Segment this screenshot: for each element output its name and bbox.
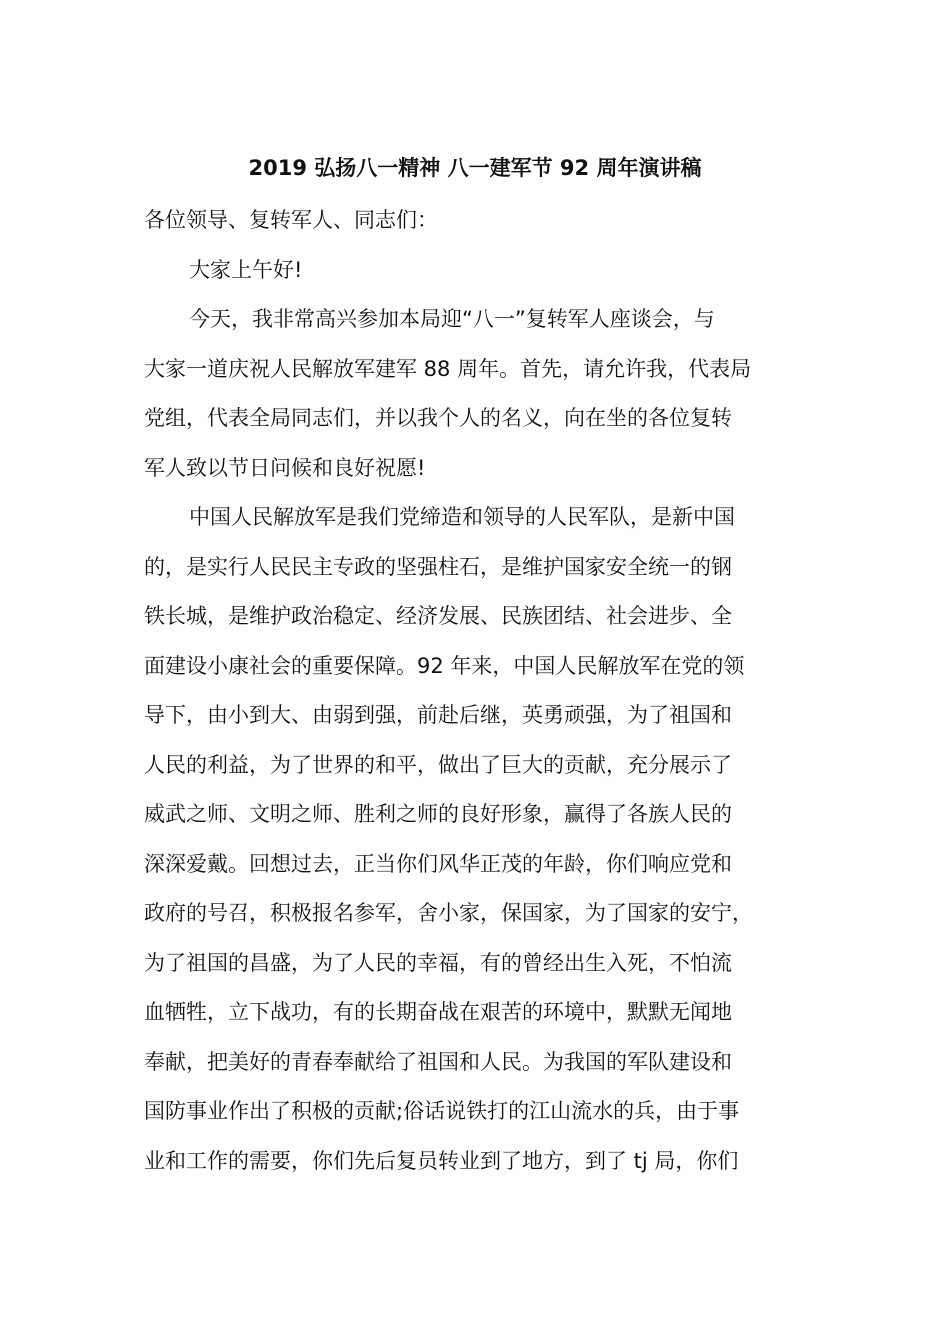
paragraph-line: 的，是实行人民民主专政的坚强柱石，是维护国家安全统一的钢 xyxy=(144,554,732,579)
paragraph-line: 国防事业作出了积极的贡献;俗话说铁打的江山流水的兵，由于事 xyxy=(144,1099,740,1123)
greeting-line: 大家上午好! xyxy=(189,257,303,282)
paragraph-line: 导下，由小到大、由弱到强，前赴后继，英勇顽强，为了祖国和 xyxy=(144,703,732,727)
paragraph-line: 血牺牲，立下战功，有的长期奋战在艰苦的环境中，默默无闻地 xyxy=(144,1000,732,1024)
paragraph-line: 铁长城，是维护政治稳定、经济发展、民族团结、社会进步、全 xyxy=(144,604,732,628)
paragraph-line: 今天，我非常高兴参加本局迎“八一”复转军人座谈会，与 xyxy=(189,307,715,331)
paragraph-line: 为了祖国的昌盛，为了人民的幸福，有的曾经出生入死，不怕流 xyxy=(144,950,732,975)
document-title: 2019 弘扬八一精神 八一建军节 92 周年演讲稿 xyxy=(248,156,702,180)
paragraph-line: 面建设小康社会的重要保障。92 年来，中国人民解放军在党的领 xyxy=(144,653,745,678)
document-body xyxy=(144,200,786,1190)
paragraph-line: 中国人民解放军是我们党缔造和领导的人民军队，是新中国 xyxy=(189,505,735,529)
paragraph-line: 党组，代表全局同志们，并以我个人的名义，向在坐的各位复转 xyxy=(144,406,732,430)
salutation-line: 各位领导、复转军人、同志们： xyxy=(144,208,438,232)
paragraph-line: 奉献，把美好的青春奉献给了祖国和人民。为我国的军队建设和 xyxy=(144,1049,732,1074)
paragraph-line: 大家一道庆祝人民解放军建军 88 周年。首先，请允许我，代表局 xyxy=(144,356,752,381)
paragraph-line: 军人致以节日问候和良好祝愿! xyxy=(144,455,426,480)
paragraph-line: 业和工作的需要，你们先后复员转业到了地方，到了 tj 局，你们 xyxy=(144,1148,739,1173)
paragraph-line: 人民的利益，为了世界的和平，做出了巨大的贡献，充分展示了 xyxy=(144,752,732,777)
paragraph-line: 威武之师、文明之师、胜利之师的良好形象，赢得了各族人民的 xyxy=(144,802,732,826)
paragraph-line: 政府的号召，积极报名参军，舍小家，保国家，为了国家的安宁， xyxy=(144,901,753,925)
paragraph-line: 深深爱戴。回想过去，正当你们风华正茂的年龄，你们响应党和 xyxy=(144,851,732,876)
